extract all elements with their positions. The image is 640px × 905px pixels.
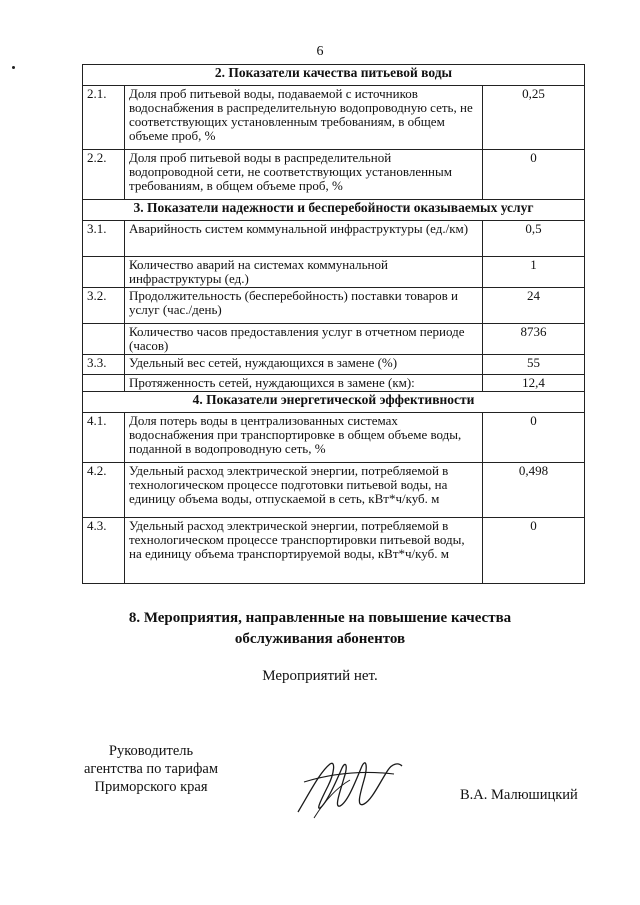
signatory-title bbox=[76, 742, 226, 796]
table-row bbox=[83, 324, 585, 355]
no-measures-text: Мероприятий нет. bbox=[262, 668, 378, 684]
indicators-table bbox=[82, 64, 585, 584]
table-row bbox=[83, 257, 585, 288]
table-row bbox=[83, 355, 585, 375]
indicator-name: Доля проб питьевой воды в распределительной водопроводной сети, не соответствующих установленным требованиям, в общем объеме проб, % bbox=[125, 150, 483, 200]
table-row bbox=[83, 463, 585, 518]
indicator-value: 1 bbox=[483, 257, 585, 288]
row-number: 3.3. bbox=[83, 355, 125, 375]
row-number bbox=[83, 324, 125, 355]
sub-indicator-name: Количество аварий на системах коммунальной инфраструктуры (ед.) bbox=[125, 257, 483, 288]
table-row bbox=[83, 375, 585, 392]
indicator-name: Удельный вес сетей, нуждающихся в замене (%) bbox=[125, 355, 483, 375]
indicator-value: 0,5 bbox=[483, 221, 585, 257]
row-number: 4.1. bbox=[83, 413, 125, 463]
row-number: 2.1. bbox=[83, 86, 125, 150]
indicator-name: Удельный расход электрической энергии, потребляемой в технологическом процессе подготовки питьевой воды, на единицу объема воды, отпускаемой в сеть, кВт*ч/куб. м bbox=[125, 463, 483, 518]
signatory-title-line-3: Приморского края bbox=[94, 779, 208, 795]
section-title: 3. Показатели надежности и бесперебойности оказываемых услуг bbox=[83, 200, 585, 221]
indicator-value: 24 bbox=[483, 288, 585, 324]
section-header-row bbox=[83, 200, 585, 221]
section-header-row bbox=[83, 392, 585, 413]
sub-indicator-name: Протяженность сетей, нуждающихся в замене (км): bbox=[125, 375, 483, 392]
section-header-row bbox=[83, 65, 585, 86]
indicator-name: Аварийность систем коммунальной инфраструктуры (ед./км) bbox=[125, 221, 483, 257]
row-number: 3.1. bbox=[83, 221, 125, 257]
indicator-value: 8736 bbox=[483, 324, 585, 355]
indicator-name: Доля потерь воды в централизованных системах водоснабжения при транспортировке в общем объеме воды, поданной в водопроводную сеть, % bbox=[125, 413, 483, 463]
section-8-line-1: 8. Мероприятия, направленные на повышение качества bbox=[128, 610, 512, 626]
sub-indicator-name: Количество часов предоставления услуг в отчетном периоде (часов) bbox=[125, 324, 483, 355]
section-title: 4. Показатели энергетической эффективности bbox=[83, 392, 585, 413]
page-number: 6 bbox=[316, 44, 324, 59]
table-row bbox=[83, 413, 585, 463]
section-8-line-2: обслуживания абонентов bbox=[234, 631, 406, 647]
table-row bbox=[83, 288, 585, 324]
signatory-name: В.А. Малюшицкий bbox=[460, 787, 578, 803]
indicator-value: 55 bbox=[483, 355, 585, 375]
row-number: 3.2. bbox=[83, 288, 125, 324]
indicator-value: 0,498 bbox=[483, 463, 585, 518]
indicator-name: Удельный расход электрической энергии, потребляемой в технологическом процессе транспортировки питьевой воды, на единицу объема транспортируемой воды, кВт*ч/куб. м bbox=[125, 518, 483, 584]
signatory-title-line-2: агентства по тарифам bbox=[84, 761, 218, 777]
table-row bbox=[83, 86, 585, 150]
signatory-title-line-1: Руководитель bbox=[108, 743, 194, 759]
indicator-value: 0 bbox=[483, 518, 585, 584]
row-number: 4.2. bbox=[83, 463, 125, 518]
indicator-value: 0 bbox=[483, 150, 585, 200]
row-number bbox=[83, 257, 125, 288]
indicator-name: Продолжительность (бесперебойность) поставки товаров и услуг (час./день) bbox=[125, 288, 483, 324]
scan-speck bbox=[12, 66, 15, 69]
table-row bbox=[83, 150, 585, 200]
row-number: 4.3. bbox=[83, 518, 125, 584]
row-number bbox=[83, 375, 125, 392]
indicator-value: 12,4 bbox=[483, 375, 585, 392]
table-row bbox=[83, 518, 585, 584]
indicator-name: Доля проб питьевой воды, подаваемой с источников водоснабжения в распределительную водопроводную сеть, не соответствующих установленным требованиям, в общем объеме проб, % bbox=[125, 86, 483, 150]
section-8-heading bbox=[0, 608, 640, 650]
handwritten-signature bbox=[290, 752, 410, 824]
section-title: 2. Показатели качества питьевой воды bbox=[83, 65, 585, 86]
indicator-value: 0 bbox=[483, 413, 585, 463]
table-row bbox=[83, 221, 585, 257]
indicator-value: 0,25 bbox=[483, 86, 585, 150]
row-number: 2.2. bbox=[83, 150, 125, 200]
